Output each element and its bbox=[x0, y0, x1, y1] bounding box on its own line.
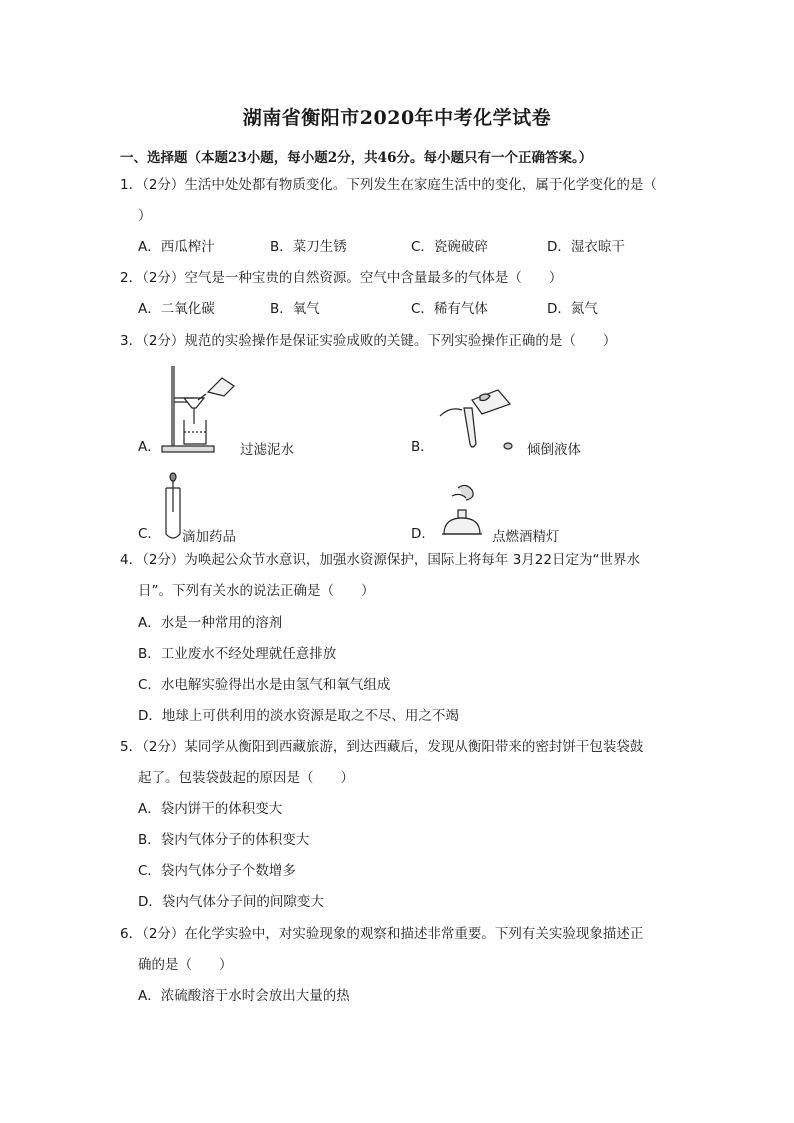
section-heading: 一、选择题（本题23小题，每小题2分，共46分。每小题只有一个正确答案。） bbox=[120, 150, 593, 166]
q3-option-a-label: A． bbox=[138, 439, 161, 455]
alcohol-lamp-image bbox=[436, 482, 492, 542]
q5-stem-line2: 起了。包装袋鼓起的原因是（ ） bbox=[138, 770, 354, 786]
page-title: 湖南省衡阳市2020年中考化学试卷 bbox=[242, 107, 552, 129]
filtration-apparatus-image bbox=[158, 362, 238, 454]
q6-option-a: A．浓硫酸溶于水时会放出大量的热 bbox=[138, 988, 350, 1004]
q4-stem-line2: 日”。下列有关水的说法正确是（ ） bbox=[138, 583, 375, 599]
q3-option-d-label: D． bbox=[411, 526, 435, 542]
q3-option-a-caption: 过滤泥水 bbox=[240, 442, 294, 458]
q4-option-c: C．水电解实验得出水是由氢气和氧气组成 bbox=[138, 677, 391, 693]
q4-option-b: B．工业废水不经处理就任意排放 bbox=[138, 646, 337, 662]
q4-option-a: A．水是一种常用的溶剂 bbox=[138, 615, 283, 631]
q5-option-d: D．袋内气体分子间的间隙变大 bbox=[138, 894, 324, 910]
q3-option-b-caption: 倾倒液体 bbox=[527, 442, 581, 458]
q1-option-d: D．湿衣晾干 bbox=[547, 239, 625, 255]
q3-option-d-caption: 点燃酒精灯 bbox=[492, 529, 560, 545]
q3-option-c-caption: 滴加药品 bbox=[182, 529, 236, 545]
q2-option-c: C．稀有气体 bbox=[411, 301, 488, 317]
q2-stem: 2．（2分）空气是一种宝贵的自然资源。空气中含量最多的气体是（ ） bbox=[120, 270, 563, 286]
q3-option-c-label: C． bbox=[138, 526, 161, 542]
q1-option-c: C．瓷碗破碎 bbox=[411, 239, 488, 255]
q6-stem-line2: 确的是（ ） bbox=[138, 957, 233, 973]
q4-option-d: D．地球上可供利用的淡水资源是取之不尽、用之不竭 bbox=[138, 708, 459, 724]
q5-option-a: A．袋内饼干的体积变大 bbox=[138, 801, 283, 817]
q1-stem-line2: ） bbox=[138, 208, 152, 224]
q2-option-d: D．氮气 bbox=[547, 301, 598, 317]
q5-option-c: C．袋内气体分子个数增多 bbox=[138, 863, 296, 879]
q5-stem-line1: 5．（2分）某同学从衡阳到西藏旅游，到达西藏后，发现从衡阳带来的密封饼干包装袋鼓 bbox=[120, 739, 644, 755]
q1-option-b: B．菜刀生锈 bbox=[270, 239, 347, 255]
q3-stem: 3．（2分）规范的实验操作是保证实验成败的关键。下列实验操作正确的是（ ） bbox=[120, 333, 617, 349]
q4-stem-line1: 4．（2分）为唤起公众节水意识，加强水资源保护，国际上将每年 3月22日定为“世界水 bbox=[120, 552, 640, 568]
q6-stem-line1: 6．（2分）在化学实验中，对实验现象的观察和描述非常重要。下列有关实验现象描述正 bbox=[120, 926, 644, 942]
q3-option-b-label: B． bbox=[411, 439, 434, 455]
q2-option-b: B．氧气 bbox=[270, 301, 320, 317]
q2-option-a: A．二氧化碳 bbox=[138, 301, 215, 317]
q1-option-a: A．西瓜榨汁 bbox=[138, 239, 215, 255]
pouring-liquid-image bbox=[436, 386, 526, 456]
q5-option-b: B．袋内气体分子的体积变大 bbox=[138, 832, 310, 848]
q1-stem-line1: 1．（2分）生活中处处都有物质变化。下列发生在家庭生活中的变化，属于化学变化的是（ bbox=[120, 177, 657, 193]
